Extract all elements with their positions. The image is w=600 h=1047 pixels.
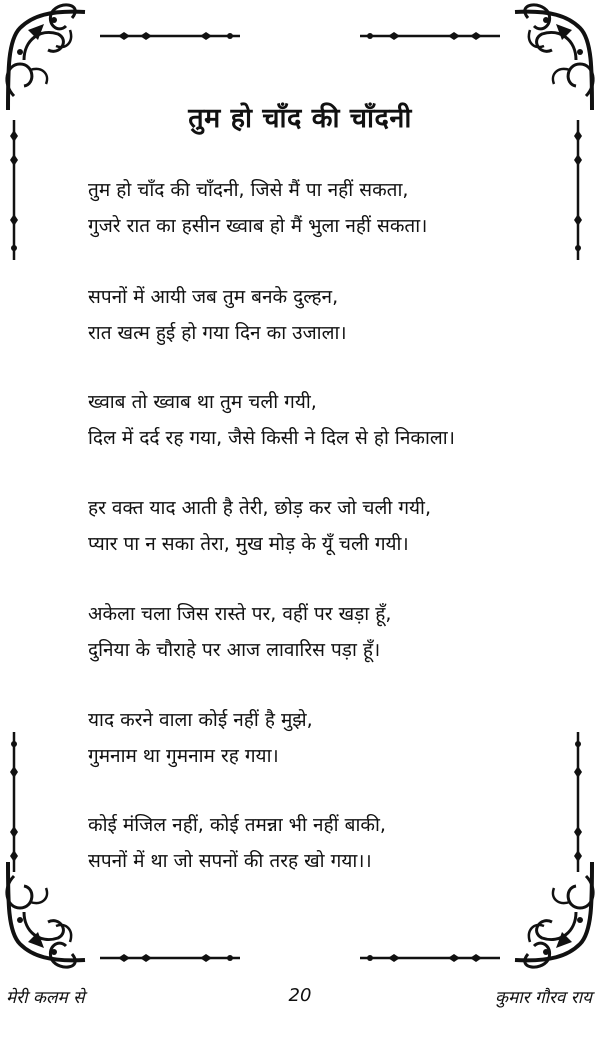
stanza-5 (88, 596, 558, 668)
stanza-1 (88, 172, 558, 244)
poem-line: प्यार पा न सका तेरा, मुख मोड़ के यूँ चली गयी। (88, 533, 409, 555)
footer-book-title: मेरी कलम से (6, 988, 85, 1008)
poem-line: याद करने वाला कोई नहीं है मुझे, (88, 709, 313, 731)
stanza-2 (88, 279, 558, 351)
poem-line: ख्वाब तो ख्वाब था तुम चली गयी, (88, 391, 317, 413)
page-number: 20 (288, 985, 312, 1006)
stanza-6 (88, 702, 558, 774)
poem-line: कोई मंजिल नहीं, कोई तमन्ना भी नहीं बाकी, (88, 814, 386, 836)
poem-line: अकेला चला जिस रास्ते पर, वहीं पर खड़ा हूँ, (88, 603, 392, 625)
poem-line: दुनिया के चौराहे पर आज लावारिस पड़ा हूँ। (88, 639, 381, 661)
poem-line: गुमनाम था गुमनाम रह गया। (88, 745, 279, 767)
poem-line: सपनों में था जो सपनों की तरह खो गया।। (88, 850, 372, 872)
poem-title: तुम हो चाँद की चाँदनी (188, 103, 412, 134)
footer-author: कुमार गौरव राय (495, 988, 592, 1008)
poem-line: हर वक्त याद आती है तेरी, छोड़ कर जो चली गयी, (88, 497, 432, 519)
poem-line: सपनों में आयी जब तुम बनके दुल्हन, (88, 286, 339, 308)
stanza-3 (88, 384, 558, 456)
poem-line: रात खत्म हुई हो गया दिन का उजाला। (88, 322, 347, 344)
poem-line: गुजरे रात का हसीन ख्वाब हो मैं भुला नहीं सकता। (88, 215, 428, 237)
stanza-7 (88, 807, 558, 879)
stanza-4 (88, 490, 558, 562)
poem-line: दिल में दर्द रह गया, जैसे किसी ने दिल से हो निकाला। (88, 427, 455, 449)
poem-line: तुम हो चाँद की चाँदनी, जिसे मैं पा नहीं सकता, (88, 179, 409, 201)
